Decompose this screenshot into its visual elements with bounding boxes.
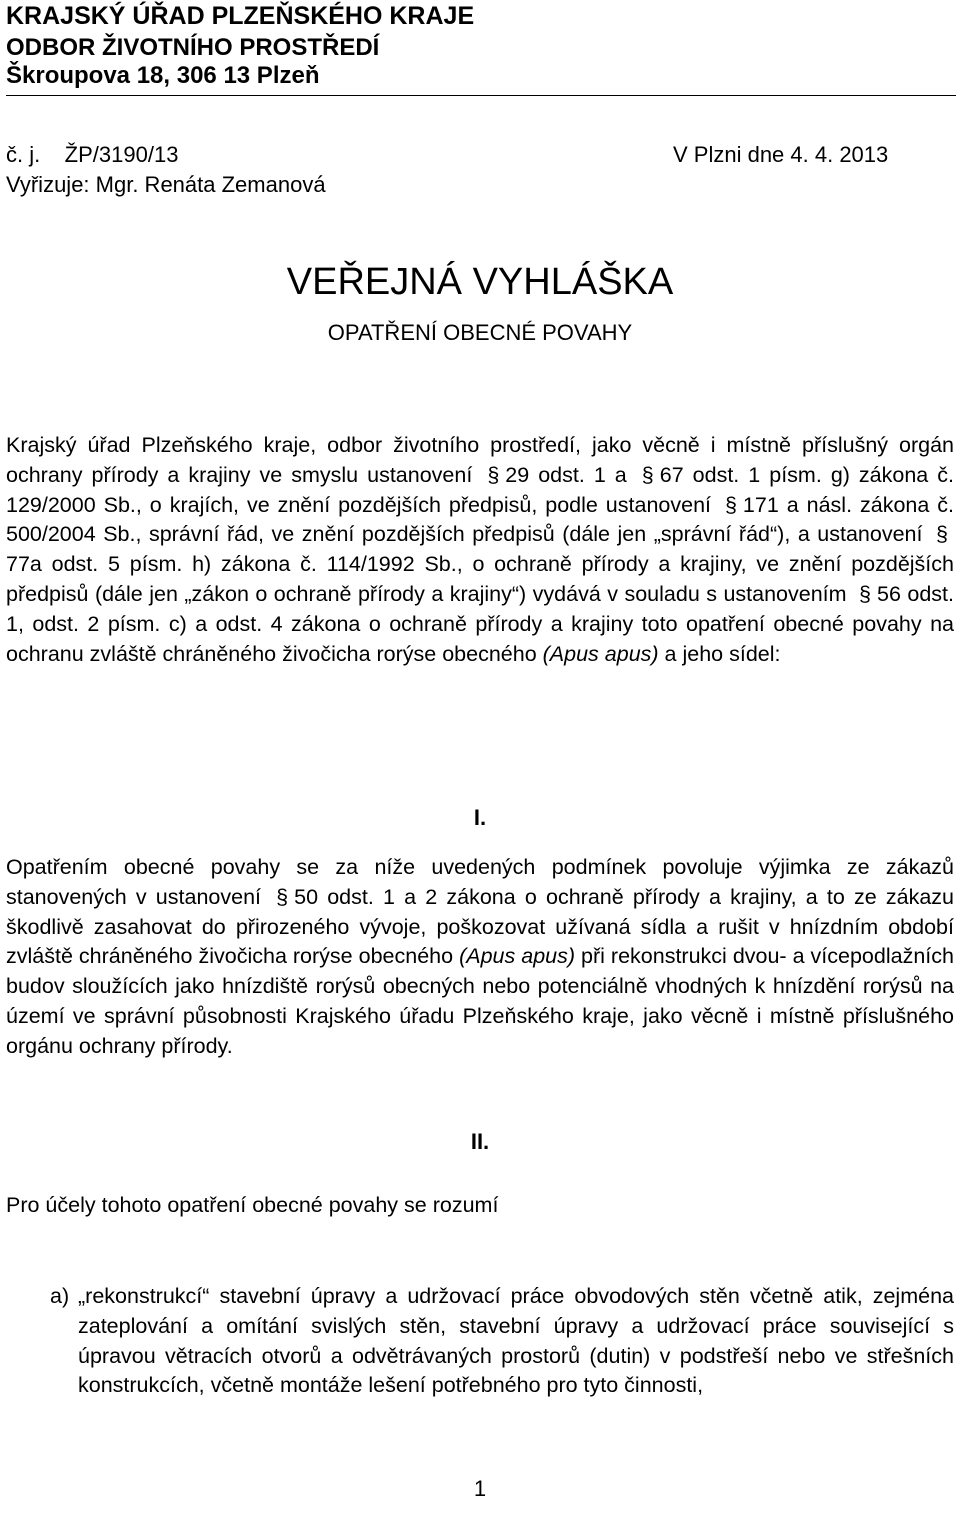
section-heading-2: II.	[470, 1129, 490, 1154]
section-sign: §	[276, 884, 289, 909]
document-title: VEŘEJNÁ VYHLÁŠKA	[286, 261, 674, 303]
intro-text-e: 77a odst. 5 písm. h) zákona č. 114/1992 Sb., o ochraně přírody a krajiny, ve znění pozdějších předpisů (dále jen „zákon o ochraně přírody a krajiny“) vydává v souladu s ustanovením	[6, 552, 954, 606]
section-1-text-a: Opatřením obecné povahy se za níže uvedených podmínek povoluje výjimka ze zákazů stanovených v ustanovení	[6, 855, 954, 909]
list-item-label: a)	[50, 1284, 70, 1308]
species-name: (Apus apus)	[542, 641, 659, 666]
section-1-paragraph	[6, 853, 954, 1062]
section-sign: §	[641, 462, 654, 487]
section-1-text-b: 50 odst. 1 a 2 zákona o ochraně přírody a krajiny, a to ze zákazu škodlivě zasahovat do přirozeného vývoje, poškozovat užívaná sídla a rušit v hnízdním období zvláště chráněného živočicha rorýse obecného	[6, 884, 954, 969]
intro-paragraph	[6, 431, 954, 669]
section-1-text-c: při rekonstrukci dvou- a vícepodlažních budov sloužících jako hnízdiště rorýsů obecných nebo potenciálně vhodných k hnízdění rorýsů na území ve správní působnosti Krajského úřadu Plzeňského kraje, jako věcně i místně příslušného orgánu ochrany přírody.	[6, 944, 954, 1058]
office-address: Škroupova 18, 306 13 Plzeň	[6, 62, 320, 89]
header-rule	[6, 95, 956, 96]
section-sign: §	[724, 492, 737, 517]
department-name: ODBOR ŽIVOTNÍHO PROSTŘEDÍ	[6, 34, 380, 61]
intro-text-f: 56 odst. 1, odst. 2 písm. c) a odst. 4 zákona o ochraně přírody a krajiny toto opatření obecné povahy na ochranu zvláště chráněného živočicha rorýse obecného	[6, 581, 954, 666]
handler: Vyřizuje: Mgr. Renáta Zemanová	[6, 172, 326, 197]
section-sign: §	[936, 522, 948, 547]
intro-text-b: 29 odst. 1 a	[505, 462, 627, 487]
document-date: V Plzni dne 4. 4. 2013	[673, 142, 889, 167]
document-subtitle: OPATŘENÍ OBECNÉ POVAHY	[327, 320, 633, 345]
reference-number: č. j. ŽP/3190/13	[6, 142, 179, 167]
intro-text-c: 67 odst. 1 písm. g) zákona č. 129/2000 Sb., o krajích, ve znění pozdějších předpisů, podle ustanovení	[6, 462, 954, 517]
section-heading-1: I.	[473, 805, 487, 830]
intro-text-g: a jeho sídel:	[664, 641, 781, 666]
section-sign: §	[859, 581, 871, 606]
species-name: (Apus apus)	[459, 944, 576, 969]
page-number: 1	[473, 1476, 487, 1501]
list-item-text: „rekonstrukcí“ stavební úpravy a udržovací práce obvodových stěn včetně atik, zejména zateplování a omítání svislých stěn, stavební úpravy a udržovací práce související s úpravou větracích otvorů a odvětrávaných prostorů (dutin) v podstřeší nebo ve střešních konstrukcích, včetně montáže lešení potřebného pro tyto činnosti,	[78, 1284, 954, 1398]
intro-text-a: Krajský úřad Plzeňského kraje, odbor životního prostředí, jako věcně i místně příslušný orgán ochrany přírody a krajiny ve smyslu ustanovení	[6, 433, 954, 487]
section-sign: §	[487, 462, 500, 487]
intro-text-d: 171 a násl. zákona č. 500/2004 Sb., správní řád, ve znění pozdějších předpisů (dále jen „správní řád“), a ustanovení	[6, 492, 954, 547]
office-name: KRAJSKÝ ÚŘAD PLZEŇSKÉHO KRAJE	[6, 2, 475, 30]
section-2-intro: Pro účely tohoto opatření obecné povahy se rozumí	[6, 1193, 499, 1217]
